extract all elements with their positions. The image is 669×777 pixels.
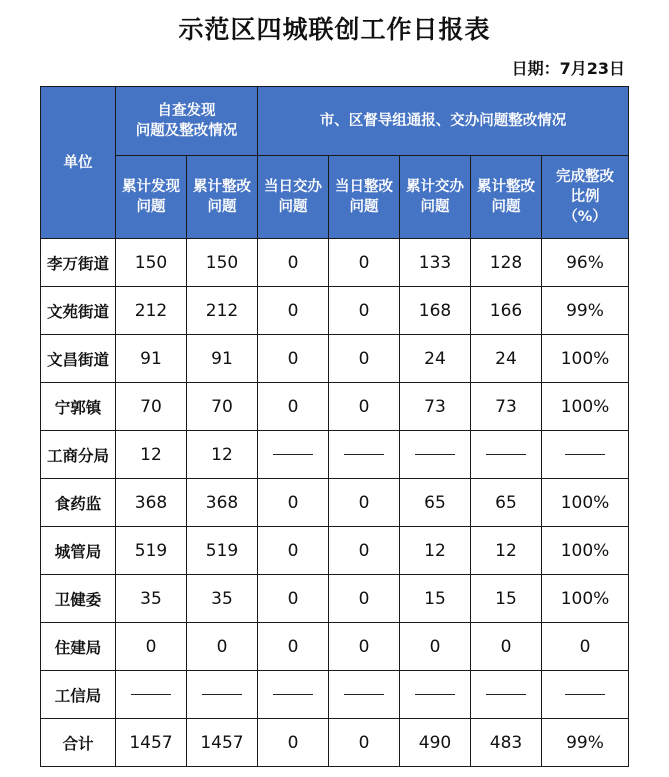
row-cell: 133 — [400, 239, 471, 287]
dash-mark — [415, 694, 455, 695]
header-col-2-l1: 当日交办 — [264, 179, 322, 195]
row-cell: 0 — [329, 287, 400, 335]
row-cell: 15 — [471, 575, 542, 623]
header-col-1-l1: 累计整改 — [193, 179, 251, 195]
row-cell: 24 — [471, 335, 542, 383]
header-col-1-l2: 问题 — [207, 199, 237, 215]
header-col-4-l2: 问题 — [420, 199, 450, 215]
row-cell: 368 — [187, 479, 258, 527]
dash-cell — [187, 671, 258, 719]
row-cell: 91 — [116, 335, 187, 383]
row-cell: 100% — [542, 335, 629, 383]
row-unit: 卫健委 — [41, 575, 116, 623]
row-cell: 0 — [329, 479, 400, 527]
row-cell: 0 — [329, 623, 400, 671]
header-unit: 单位 — [41, 87, 116, 239]
row-cell: 128 — [471, 239, 542, 287]
row-unit: 食药监 — [41, 479, 116, 527]
dash-mark — [344, 694, 384, 695]
report-title: 示范区四城联创工作日报表 — [178, 15, 491, 44]
row-unit: 合计 — [41, 719, 116, 767]
table-row — [41, 383, 629, 431]
row-cell: 0 — [258, 335, 329, 383]
dash-mark — [486, 454, 526, 455]
row-cell: 0 — [329, 527, 400, 575]
dash-mark — [565, 454, 605, 455]
header-col-0 — [116, 156, 187, 239]
row-cell: 12 — [116, 431, 187, 479]
row-cell: 65 — [400, 479, 471, 527]
row-cell: 0 — [400, 623, 471, 671]
row-unit: 工商分局 — [41, 431, 116, 479]
table-row — [41, 239, 629, 287]
table-row — [41, 719, 629, 767]
row-cell: 12 — [187, 431, 258, 479]
table-row — [41, 287, 629, 335]
header-col-6-l3: （%） — [563, 209, 607, 225]
dash-cell — [542, 431, 629, 479]
header-col-0-l1: 累计发现 — [122, 179, 180, 195]
row-unit: 宁郭镇 — [41, 383, 116, 431]
header-col-4-l1: 累计交办 — [406, 179, 464, 195]
row-cell: 483 — [471, 719, 542, 767]
dash-cell — [400, 671, 471, 719]
row-cell: 15 — [400, 575, 471, 623]
report-table — [40, 86, 629, 767]
row-cell: 519 — [116, 527, 187, 575]
row-cell: 24 — [400, 335, 471, 383]
subheader-row — [41, 156, 629, 239]
header-col-6-l1: 完成整改 — [556, 169, 614, 185]
row-cell: 212 — [116, 287, 187, 335]
header-col-6-l2: 比例 — [570, 189, 600, 205]
header-col-3-l1: 当日整改 — [335, 179, 393, 195]
table-row — [41, 671, 629, 719]
row-cell: 12 — [471, 527, 542, 575]
dash-mark — [415, 454, 455, 455]
dash-cell — [329, 431, 400, 479]
row-cell: 96% — [542, 239, 629, 287]
row-cell: 0 — [187, 623, 258, 671]
row-cell: 168 — [400, 287, 471, 335]
dash-cell — [471, 431, 542, 479]
row-cell: 0 — [258, 239, 329, 287]
header-group1-line1: 自查发现 — [157, 103, 216, 119]
report-date: 日期：7月23日 — [511, 59, 625, 78]
table-row — [41, 623, 629, 671]
row-cell: 99% — [542, 287, 629, 335]
dash-mark — [344, 454, 384, 455]
table-row — [41, 335, 629, 383]
dash-mark — [486, 694, 526, 695]
header-col-1 — [187, 156, 258, 239]
row-cell: 100% — [542, 527, 629, 575]
row-unit: 住建局 — [41, 623, 116, 671]
row-cell: 0 — [258, 719, 329, 767]
table-row — [41, 479, 629, 527]
row-cell: 0 — [258, 383, 329, 431]
header-col-3 — [329, 156, 400, 239]
table-row — [41, 575, 629, 623]
row-unit: 李万街道 — [41, 239, 116, 287]
row-cell: 0 — [258, 287, 329, 335]
dash-mark — [202, 694, 242, 695]
header-col-5-l1: 累计整改 — [477, 179, 535, 195]
dash-mark — [273, 694, 313, 695]
row-cell: 70 — [116, 383, 187, 431]
row-cell: 65 — [471, 479, 542, 527]
header-group-supervision: 市、区督导组通报、交办问题整改情况 — [258, 87, 629, 156]
row-cell: 150 — [116, 239, 187, 287]
row-cell: 166 — [471, 287, 542, 335]
row-cell: 1457 — [116, 719, 187, 767]
header-group1-line2: 问题及整改情况 — [135, 123, 238, 139]
row-cell: 0 — [329, 719, 400, 767]
dash-cell — [329, 671, 400, 719]
row-cell: 490 — [400, 719, 471, 767]
header-col-3-l2: 问题 — [349, 199, 379, 215]
row-cell: 150 — [187, 239, 258, 287]
header-col-2 — [258, 156, 329, 239]
dash-cell — [471, 671, 542, 719]
row-cell: 0 — [471, 623, 542, 671]
row-cell: 100% — [542, 383, 629, 431]
row-cell: 0 — [116, 623, 187, 671]
row-cell: 1457 — [187, 719, 258, 767]
dash-cell — [258, 671, 329, 719]
row-unit: 文昌街道 — [41, 335, 116, 383]
row-cell: 99% — [542, 719, 629, 767]
dash-cell — [542, 671, 629, 719]
row-cell: 519 — [187, 527, 258, 575]
header-col-5 — [471, 156, 542, 239]
dash-mark — [565, 694, 605, 695]
dash-cell — [258, 431, 329, 479]
table-header — [41, 87, 629, 239]
dash-mark — [273, 454, 313, 455]
row-cell: 0 — [542, 623, 629, 671]
row-cell: 70 — [187, 383, 258, 431]
row-cell: 0 — [258, 527, 329, 575]
row-unit: 城管局 — [41, 527, 116, 575]
row-cell: 0 — [329, 239, 400, 287]
row-cell: 0 — [258, 623, 329, 671]
table-body — [41, 239, 629, 767]
row-cell: 91 — [187, 335, 258, 383]
dash-cell — [116, 671, 187, 719]
dash-cell — [400, 431, 471, 479]
row-cell: 368 — [116, 479, 187, 527]
row-unit: 工信局 — [41, 671, 116, 719]
header-group-self-check — [116, 87, 258, 156]
table-row — [41, 527, 629, 575]
table-row — [41, 431, 629, 479]
header-col-6 — [542, 156, 629, 239]
row-cell: 0 — [329, 575, 400, 623]
row-cell: 100% — [542, 575, 629, 623]
row-cell: 0 — [329, 383, 400, 431]
dash-mark — [131, 694, 171, 695]
row-cell: 0 — [329, 335, 400, 383]
row-cell: 35 — [187, 575, 258, 623]
row-cell: 35 — [116, 575, 187, 623]
row-cell: 212 — [187, 287, 258, 335]
header-col-0-l2: 问题 — [136, 199, 166, 215]
header-col-4 — [400, 156, 471, 239]
row-cell: 73 — [400, 383, 471, 431]
row-unit: 文苑街道 — [41, 287, 116, 335]
row-cell: 100% — [542, 479, 629, 527]
row-cell: 0 — [258, 575, 329, 623]
row-cell: 12 — [400, 527, 471, 575]
row-cell: 0 — [258, 479, 329, 527]
header-col-5-l2: 问题 — [491, 199, 521, 215]
row-cell: 73 — [471, 383, 542, 431]
header-col-2-l2: 问题 — [278, 199, 308, 215]
